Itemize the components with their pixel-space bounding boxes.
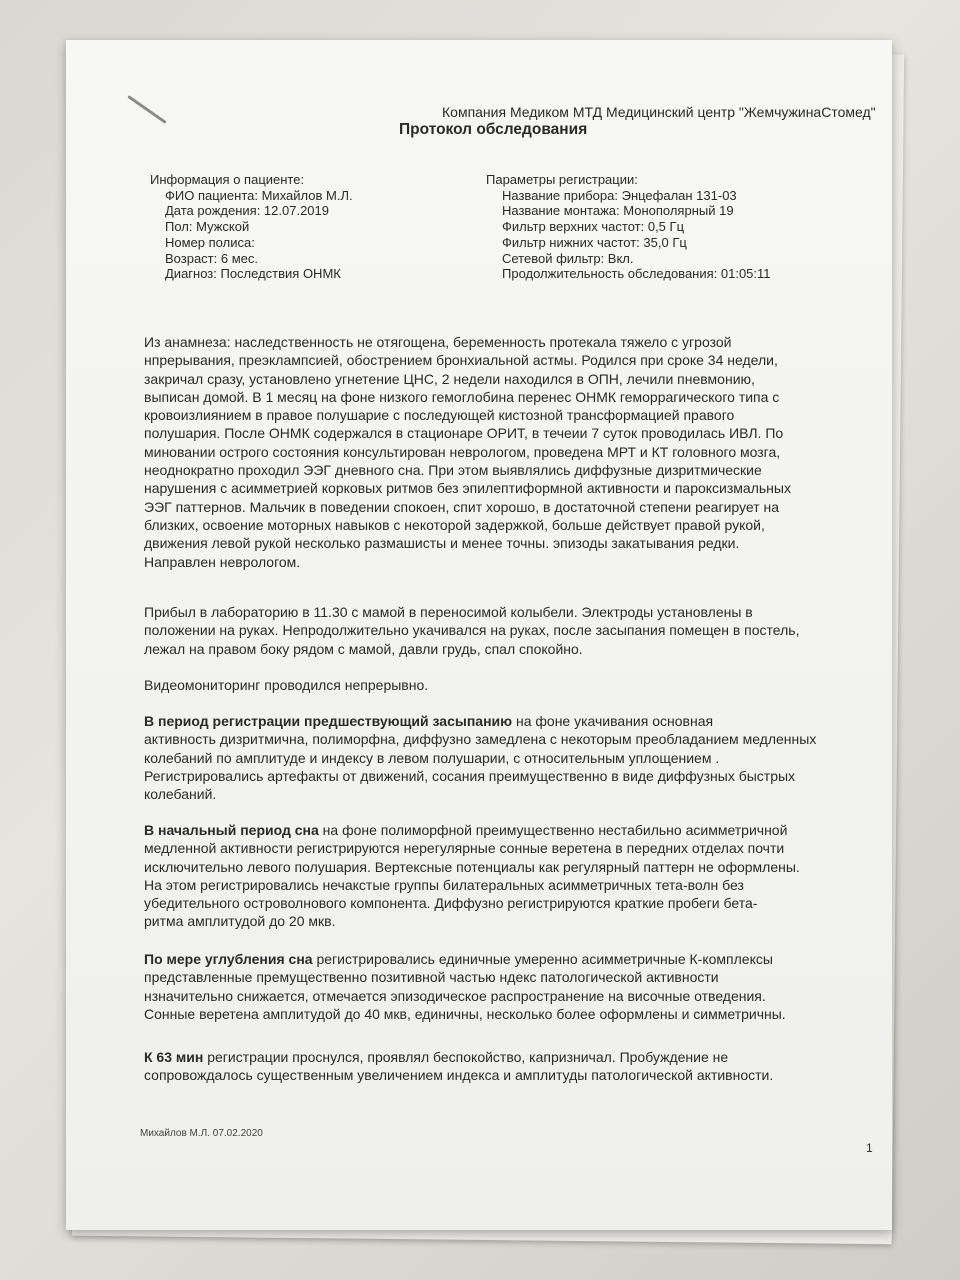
patient-diagnosis: Диагноз: Последствия ОНМК: [165, 266, 341, 282]
text-line: Направлен неврологом.: [144, 553, 301, 570]
text-run: регистрации проснулся, проявлял беспокойство, капризничал. Пробуждение не: [203, 1049, 729, 1065]
text-line: сопровождалось существенным увеличением индекса и амплитуды патологической активности.: [144, 1067, 774, 1084]
section-heading: В начальный период сна: [144, 822, 319, 838]
footer-patient-date: Михайлов М.Л. 07.02.2020: [140, 1128, 263, 1139]
text-run: на фоне полиморфной преимущественно нестабильно асимметричной: [318, 822, 788, 838]
exam-duration: Продолжительность обследования: 01:05:11: [502, 266, 771, 282]
text-line: нпрерывания, преэклампсией, обострением бронхиальной астмы. Родился при сроке 34 недели,: [144, 352, 778, 369]
text-line: ритма амплитудой до 20 мкв.: [144, 913, 336, 930]
text-line: медленной активности регистрируются нерегулярные сонные веретена в передних отделах почти: [144, 840, 785, 857]
text-run: регистрировались единичные умеренно асимметричные К-комплексы: [312, 951, 773, 967]
patient-info-heading: Информация о пациенте:: [150, 172, 305, 187]
text-line: Видеомониторинг проводился непрерывно.: [144, 677, 429, 693]
patient-sex: Пол: Мужской: [165, 219, 250, 235]
page-number: 1: [866, 1141, 873, 1155]
text-line: Из анамнеза: наследственность не отягощена, беременность протекала тяжело с угрозой: [144, 334, 732, 350]
text-line: нарушения с асимметрией корковых ритмов без эпилептиформной активности и пароксизмальных: [144, 480, 791, 497]
text-line: Прибыл в лабораторию в 11.30 с мамой в переносимой колыбели. Электроды установлены в: [144, 604, 753, 620]
high-pass-filter: Фильтр верхних частот: 0,5 Гц: [502, 219, 685, 235]
text-line: движения левой рукой несколько размашисты и менее точны. эпизоды закатывания редки.: [144, 535, 740, 552]
text-line: выписан домой. В 1 месяц на фоне низкого гемоглобина перенес ОНМК геморрагического типа с: [144, 388, 780, 405]
text-line: ЭЭГ паттернов. Мальчик в поведении спокоен, спит хорошо, в достаточной степени реагирует на: [144, 498, 780, 515]
device-name: Название прибора: Энцефалан 131-03: [502, 187, 737, 203]
text-line: нзначительно снижается, отмечается эпизодическое распространение на височные отведения.: [144, 987, 766, 1004]
text-line: полушария. После ОНМК содержался в стационаре ОРИТ, в течеии 7 суток проводилась ИВЛ. По: [144, 425, 784, 442]
text-line: закричал сразу, установлено угнетение ЦНС, 2 недели находился в ОПН, лечили пневмонию,: [144, 370, 755, 387]
low-pass-filter: Фильтр нижних частот: 35,0 Гц: [502, 234, 687, 250]
initial-sleep-period-paragraph: [144, 821, 872, 931]
arrival-paragraph: [144, 603, 872, 658]
network-filter: Сетевой фильтр: Вкл.: [502, 250, 634, 266]
text-run: на фоне укачивания основная: [512, 713, 714, 729]
video-monitoring-line: [144, 676, 872, 694]
section-heading: К 63 мин: [144, 1049, 204, 1065]
registration-params-block: [486, 172, 771, 282]
text-line: Сонные веретена амплитудой до 40 мкв, единичны, несколько более оформлены и симметричны.: [144, 1005, 786, 1022]
text-line: положении на руках. Непродолжительно укачивался на руках, после засыпания помещен в постель,: [144, 622, 800, 639]
text-line: убедительного островолнового компонента. Диффузно регистрируются краткие пробеги бета-: [144, 895, 758, 912]
company-header: Компания Медиком МТД Медицинский центр "ЖемчужинаСтомед": [442, 104, 876, 120]
section-heading: По мере углубления сна: [144, 951, 313, 967]
text-line: колебаний.: [144, 786, 217, 803]
text-line: лежал на правом боку рядом с мамой, давли грудь, спал спокойно.: [144, 640, 583, 657]
deep-sleep-paragraph: [144, 950, 872, 1023]
text-line: исключительно левого полушария. Вертексные потенциалы как регулярный паттерн не оформлены.: [144, 858, 800, 875]
text-line: колебаний по амплитуде и индексу в левом полушарии, с относительным уплощением .: [144, 749, 720, 766]
patient-birth-date: Дата рождения: 12.07.2019: [165, 203, 329, 219]
registration-heading: Параметры регистрации:: [486, 172, 638, 187]
text-line: кровоизлиянием в правое полушарие с последующей кистозной трансформацией правого: [144, 407, 735, 424]
pre-sleep-period-paragraph: [144, 712, 872, 803]
document-title: Протокол обследования: [399, 121, 588, 138]
section-heading: В период регистрации предшествующий засыпанию: [144, 713, 513, 729]
patient-policy: Номер полиса:: [165, 234, 255, 250]
awakening-paragraph: [144, 1048, 872, 1085]
text-line: миновании острого состояния консультирован неврологом, проведена МРТ и КТ головного мозга,: [144, 443, 781, 460]
text-line: представленные премущественно позитивной частью ндекс патологической активности: [144, 969, 719, 986]
montage-name: Название монтажа: Монополярный 19: [502, 203, 734, 219]
text-line: неоднократно проходил ЭЭГ дневного сна. При этом выявлялись диффузные дизритмические: [144, 462, 762, 479]
patient-age: Возраст: 6 мес.: [165, 250, 258, 266]
anamnesis-paragraph: [144, 333, 872, 571]
patient-info-block: [150, 172, 353, 282]
text-line: Регистрировались артефакты от движений, сосания преимущественно в виде диффузных быстрых: [144, 767, 796, 784]
text-line: близких, освоение моторных навыков с некоторой задержкой, больше действует правой рукой,: [144, 516, 765, 533]
text-line: На этом регистрировались нечакстые группы билатеральных асимметричных тета-волн без: [144, 876, 744, 893]
text-line: активность дизритмична, полиморфна, диффузно замедлена с некоторым преобладанием медленных: [144, 731, 817, 748]
patient-name: ФИО пациента: Михайлов М.Л.: [165, 187, 353, 203]
